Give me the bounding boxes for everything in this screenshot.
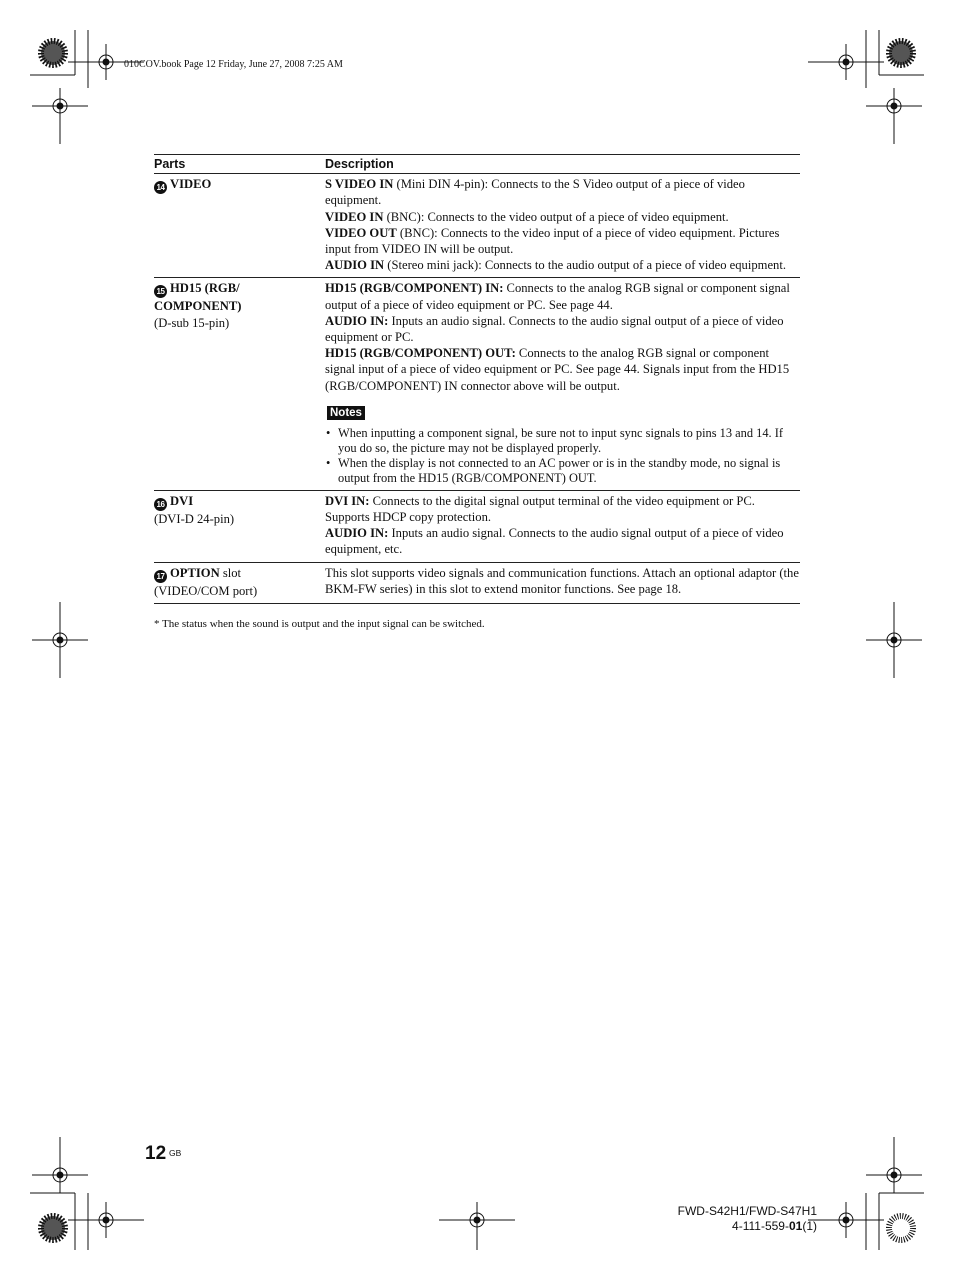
item-number-badge: 15 (154, 285, 167, 298)
table-header-row (154, 155, 800, 174)
description-header: Description (325, 155, 800, 174)
footnote: * The status when the sound is output and the input signal can be switched. (154, 618, 485, 630)
desc-line: AUDIO IN (Stereo mini jack): Connects to the audio output of a piece of video equipment. (325, 258, 786, 273)
table-row (154, 562, 800, 603)
item-number-badge: 16 (154, 498, 167, 511)
notes-label: Notes (327, 406, 365, 420)
parts-table (154, 154, 800, 604)
desc-line: S VIDEO IN (Mini DIN 4-pin): Connects to the S Video output of a piece of video equipment. (325, 177, 745, 208)
table-row (154, 490, 800, 562)
page-number: 12 (145, 1143, 167, 1164)
description-cell (325, 490, 800, 562)
desc-line: HD15 (RGB/COMPONENT) IN: Connects to the analog RGB signal or component signal output of a piece of video equipment or PC. See page 44. (325, 281, 790, 312)
part-name: VIDEO (170, 177, 212, 192)
part-sub: (DVI-D 24-pin) (154, 511, 235, 526)
book-info-header: 010COV.book Page 12 Friday, June 27, 2008 7:25 AM (124, 59, 343, 70)
table-row (154, 278, 800, 490)
note-item: • When the display is not connected to an AC power or is in the standby mode, no signal is output from the HD15 (RGB/COMPONENT) OUT. (325, 456, 800, 486)
part-name-tail: slot (219, 565, 242, 580)
note-item: • When inputting a component signal, be sure not to input sync signals to pins 13 and 14. If you do so, the picture may not be displayed properly. (325, 426, 800, 456)
desc-line: AUDIO IN: Inputs an audio signal. Connects to the audio signal output of a piece of video equipment or PC. (325, 313, 784, 345)
parts-header: Parts (154, 155, 325, 174)
part-cell (154, 490, 325, 562)
model-name: FWD-S42H1/FWD-S47H1 (677, 1204, 817, 1218)
part-name: HD15 (RGB/ COMPONENT) (154, 281, 242, 314)
part-cell (154, 278, 325, 490)
description-cell (325, 278, 800, 490)
model-info (678, 1204, 817, 1234)
desc-line: VIDEO IN (BNC): Connects to the video output of a piece of video equipment. (325, 209, 729, 224)
part-sub: (D-sub 15-pin) (154, 315, 230, 330)
page-language: GB (169, 1148, 182, 1158)
item-number-badge: 17 (154, 570, 167, 583)
part-name: OPTION (170, 565, 220, 580)
part-cell (154, 174, 325, 278)
description-cell: This slot supports video signals and communication functions. Attach an optional adaptor (the BKM-FW series) in this slot to extend monitor functions. See page 18. (325, 562, 800, 603)
item-number-badge: 14 (154, 181, 167, 194)
desc-line: VIDEO OUT (BNC): Connects to the video input of a piece of video equipment. Pictures input from VIDEO IN will be output. (325, 225, 780, 257)
part-sub: (VIDEO/COM port) (154, 583, 258, 598)
description-cell (325, 174, 800, 278)
desc-line: HD15 (RGB/COMPONENT) OUT: Connects to the analog RGB signal or component signal input of a piece of video equipment or PC. See page 44. Signals input from the HD15 (RGB/COMPONENT) IN connector above will be output. (325, 346, 790, 393)
desc-line: AUDIO IN: Inputs an audio signal. Connects to the audio signal output of a piece of video equipment, etc. (325, 526, 784, 557)
desc-line: DVI IN: Connects to the digital signal output terminal of the video equipment or PC. Supports HDCP copy protection. (325, 493, 755, 525)
part-name: DVI (170, 493, 194, 508)
model-code: 4-111-559-01(1) (732, 1219, 817, 1233)
notes-list (325, 426, 800, 486)
table-row (154, 174, 800, 278)
part-cell (154, 562, 325, 603)
